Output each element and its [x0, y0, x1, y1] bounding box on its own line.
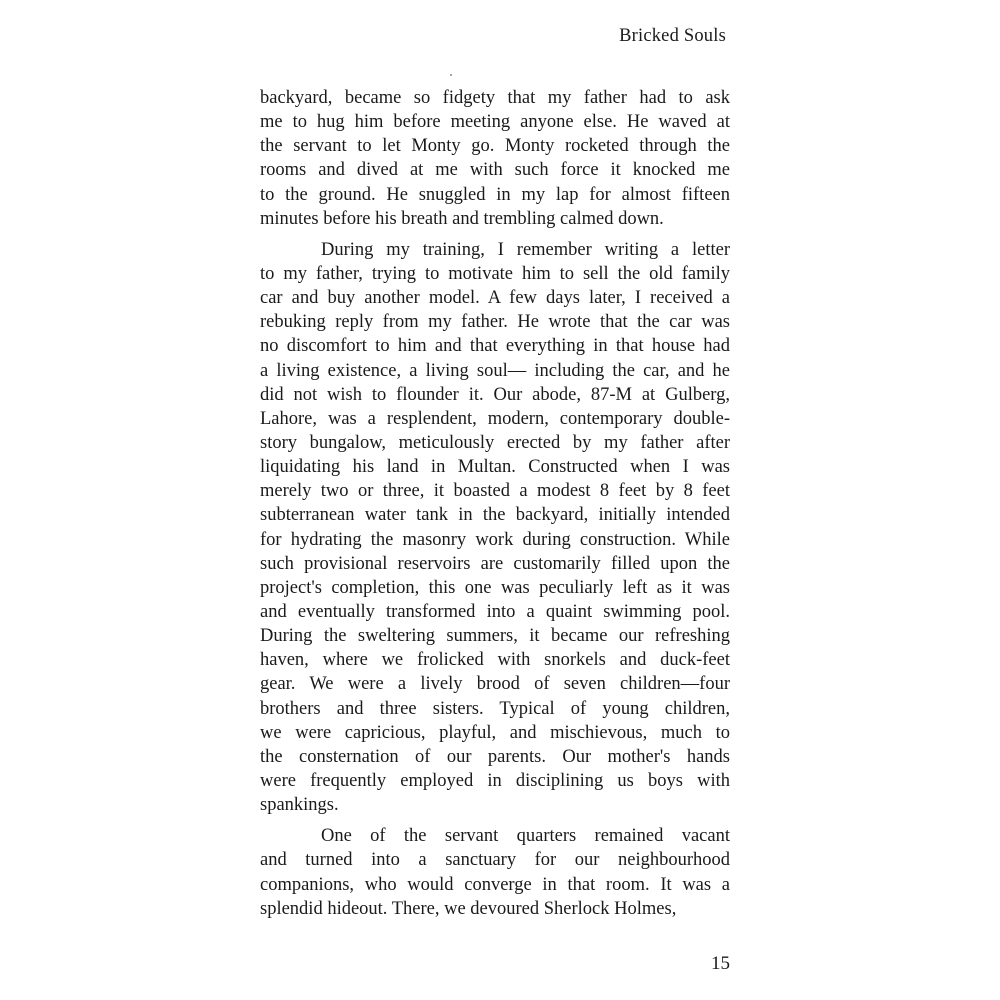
text-line: gear. We were a lively brood of seven children—four [260, 674, 730, 695]
text-line: During my training, I remember writing a letter [321, 239, 730, 260]
text-line: project's completion, this one was peculiarly left as it was [260, 577, 730, 598]
text-line: we were capricious, playful, and mischievous, much to [260, 722, 730, 743]
paragraph [260, 238, 730, 817]
print-speck [450, 74, 452, 76]
text-line: spankings. [260, 795, 339, 816]
text-line: haven, where we frolicked with snorkels and duck-feet [260, 650, 730, 671]
text-line: the consternation of our parents. Our mother's hands [260, 746, 730, 767]
paragraph [260, 824, 730, 921]
text-line: such provisional reservoirs are customarily filled upon the [260, 553, 730, 574]
text-line: no discomfort to him and that everything in that house had [260, 336, 730, 357]
text-line: for hydrating the masonry work during construction. While [260, 529, 730, 550]
text-line: backyard, became so fidgety that my father had to ask [260, 88, 730, 108]
text-line: car and buy another model. A few days later, I received a [260, 288, 730, 309]
text-line: a living existence, a living soul— including the car, and he [260, 360, 730, 381]
text-line: to the ground. He snuggled in my lap for almost fifteen [260, 184, 730, 205]
text-line: and eventually transformed into a quaint swimming pool. [260, 601, 730, 622]
text-line: the servant to let Monty go. Monty rocketed through the [260, 136, 730, 157]
text-line: to my father, trying to motivate him to sell the old family [260, 263, 730, 284]
text-line: minutes before his breath and trembling calmed down. [260, 208, 664, 229]
paragraph [260, 86, 730, 231]
text-line: One of the servant quarters remained vacant [321, 826, 730, 847]
text-line: did not wish to flounder it. Our abode, 87-M at Gulberg, [260, 384, 730, 405]
text-line: subterranean water tank in the backyard, initially intended [260, 505, 730, 526]
text-line: liquidating his land in Multan. Constructed when I was [260, 457, 730, 478]
text-line: Lahore, was a resplendent, modern, contemporary double- [260, 408, 730, 429]
text-line: were frequently employed in disciplining us boys with [260, 770, 730, 791]
text-line: me to hug him before meeting anyone else. He waved at [260, 112, 730, 133]
text-line: and turned into a sanctuary for our neighbourhood [260, 850, 730, 871]
text-line: companions, who would converge in that room. It was a [260, 874, 730, 895]
text-line: During the sweltering summers, it became our refreshing [260, 626, 730, 647]
text-line: brothers and three sisters. Typical of young children, [260, 698, 730, 719]
text-line: merely two or three, it boasted a modest 8 feet by 8 feet [260, 481, 730, 502]
body-text [260, 86, 730, 921]
text-line: rooms and dived at me with such force it knocked me [260, 160, 730, 181]
text-line: rebuking reply from my father. He wrote that the car was [260, 312, 730, 333]
text-line: story bungalow, meticulously erected by my father after [260, 432, 730, 453]
page-number: 15 [711, 953, 730, 974]
running-head-title: Bricked Souls [619, 26, 726, 46]
text-line: splendid hideout. There, we devoured Sherlock Holmes, [260, 898, 677, 919]
